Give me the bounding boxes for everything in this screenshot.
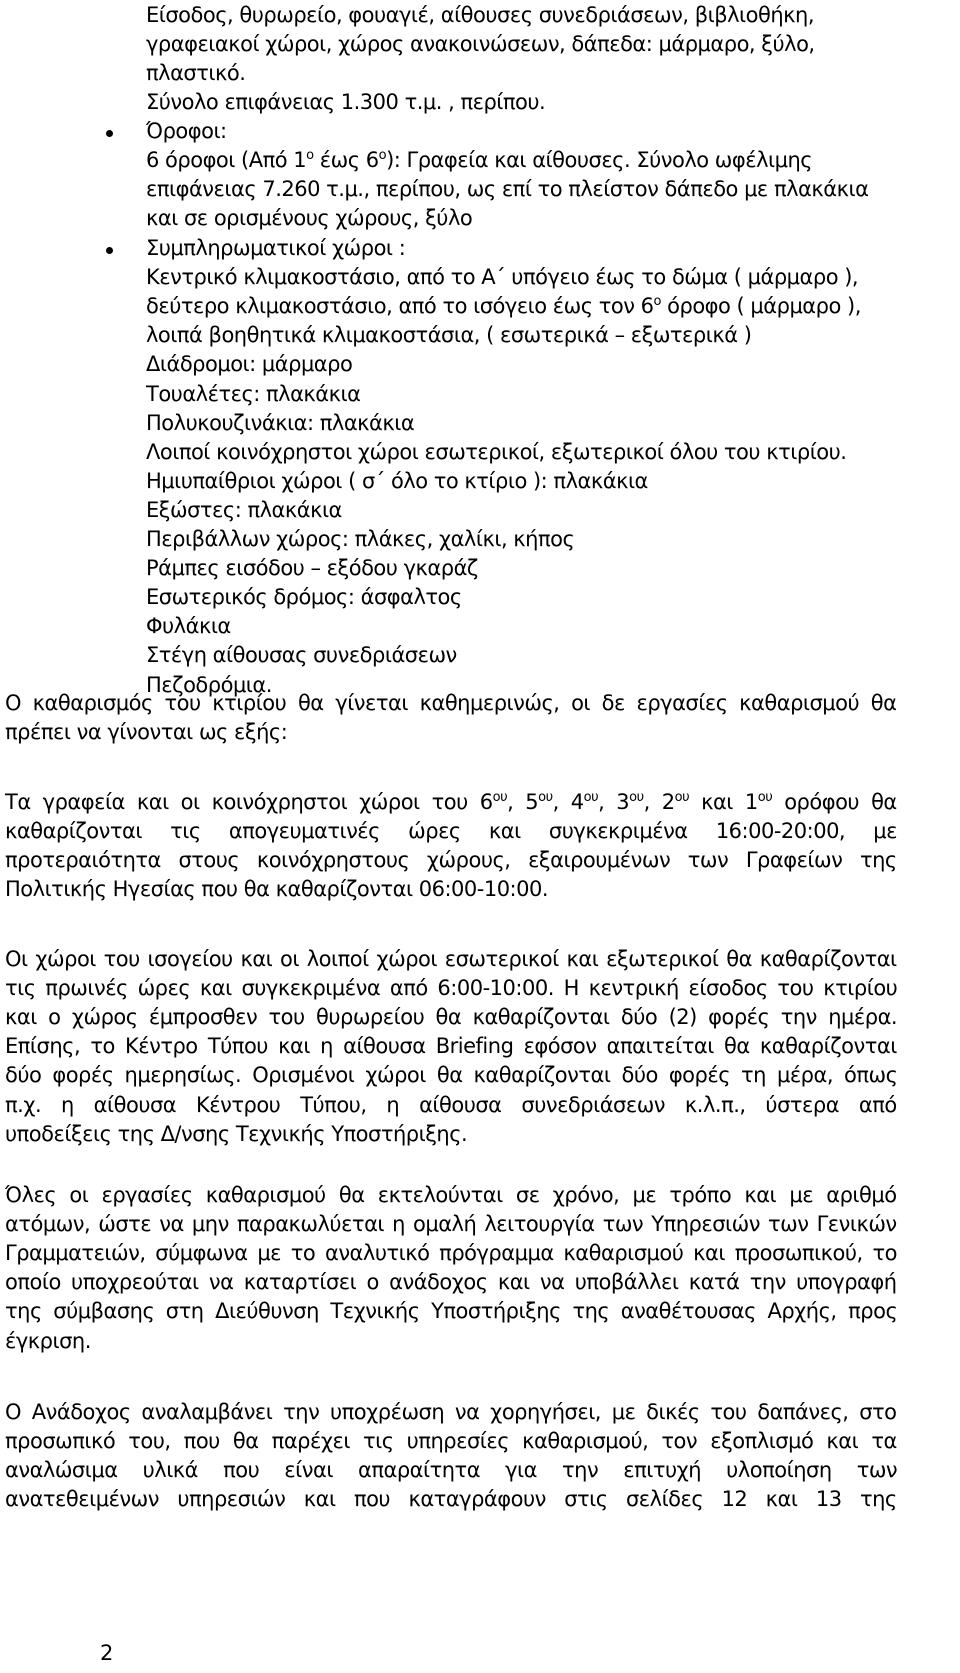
text-line: προσωπικό του, που θα παρέχει τις υπηρεσίες καθαρισμού, τον εξοπλισμό και τα (5, 1429, 897, 1454)
text-segment: ορόφου θα (772, 790, 897, 814)
ordinal-superscript: ο (378, 148, 387, 164)
text-line: Διάδρομοι: μάρμαρο (146, 352, 353, 377)
text-segment: , 5 (507, 790, 539, 814)
text-line: π.χ. η αίθουσα Κέντρου Τύπου, η αίθουσα συνεδριάσεων κ.λ.π., ύστερα από (5, 1092, 897, 1117)
text-line: πρέπει να γίνονται ως εξής: (5, 720, 288, 745)
text-segment: 6 όροφοι (Από 1 (146, 148, 307, 173)
text-segment: και 1 (689, 790, 758, 814)
text-line: αναλώσιμα υλικά που είναι απαραίτητα για την επιτυχή υλοποίηση των (5, 1458, 898, 1483)
text-line: Λοιποί κοινόχρηστοι χώροι εσωτερικοί, εξωτερικοί όλου του κτιρίου. (146, 439, 847, 464)
text-line: ανατεθειμένων υπηρεσιών και που καταγράφουν στις σελίδες 12 και 13 της (5, 1487, 897, 1512)
text-line: Πεζοδρόμια. (146, 672, 272, 697)
text-segment: Τα γραφεία και οι κοινόχρηστοι χώροι του 6 (5, 790, 493, 814)
ordinal-superscript: ου (583, 790, 599, 805)
ordinal-superscript: ο (306, 148, 314, 164)
text-line: και σε ορισμένους χώρους, ξύλο (146, 206, 473, 231)
text-line: Οι χώροι του ισογείου και οι λοιποί χώροι εσωτερικοί και εξωτερικοί θα καθαρίζονται (5, 947, 897, 971)
ordinal-superscript: ου (674, 790, 690, 805)
text-line: πλαστικό. (146, 61, 246, 86)
text-line: Τουαλέτες: πλακάκια (146, 381, 361, 406)
text-line: Ημιυπαίθριοι χώροι ( σ΄ όλο το κτίριο ): πλακάκια (146, 468, 648, 493)
text-line: Ράμπες εισόδου – εξόδου γκαράζ (146, 556, 478, 581)
text-line (5, 787, 897, 817)
text-segment: , 3 (598, 790, 630, 814)
ordinal-superscript: ου (538, 790, 553, 805)
bullet-point (106, 130, 113, 137)
ordinal-superscript: ου (629, 790, 644, 805)
text-line: Περιβάλλων χώρος: πλάκες, χαλίκι, κήπος (146, 527, 575, 551)
text-line: Ο Ανάδοχος αναλαμβάνει την υποχρέωση να χορηγήσει, με δικές του δαπάνες, στο (5, 1400, 897, 1424)
text-line: Εσωτερικός δρόμος: άσφαλτος (146, 585, 462, 610)
text-line: Στέγη αίθουσας συνεδριάσεων (146, 643, 457, 668)
text-line: επιφάνειας 7.260 τ.μ., περίπου, ως επί το πλείστον δάπεδο με πλακάκια (146, 177, 869, 202)
text-line: Όλες οι εργασίες καθαρισμού θα εκτελούνται σε χρόνο, με τρόπο και με αριθμό (5, 1183, 897, 1207)
text-line: Ο καθαρισμός του κτιρίου θα γίνεται καθημερινώς, οι δε εργασίες καθαρισμού θα (5, 691, 897, 715)
bullet-point (106, 247, 113, 254)
text-segment: , 2 (643, 790, 675, 814)
text-line: Πολιτικής Ηγεσίας που θα καθαρίζονται 06:00-10:00. (5, 877, 549, 902)
text-line: υποδείξεις της Δ/νσης Τεχνικής Υποστήριξης. (5, 1121, 468, 1146)
text-line: προτεραιότητα στους κοινόχρηστους χώρους, εξαιρουμένων των Γραφείων της (5, 848, 897, 873)
text-line: Κεντρικό κλιμακοστάσιο, από το Α΄ υπόγειο έως το δώμα ( μάρμαρο ), (146, 265, 859, 290)
text-segment: έως 6 (313, 148, 379, 173)
text-line: Φυλάκια (146, 614, 231, 639)
ordinal-superscript: ου (757, 790, 773, 805)
text-line: δύο φορές ημερησίως. Ορισμένοι χώροι θα καθαρίζονται δύο φορές τη μέρα, όπως (5, 1063, 898, 1088)
text-line (146, 145, 812, 175)
text-line: Είσοδος, θυρωρείο, φουαγιέ, αίθουσες συνεδριάσεων, βιβλιοθήκη, (146, 3, 814, 27)
text-line: Πολυκουζινάκια: πλακάκια (146, 410, 415, 435)
text-line: οποίο υποχρεούται να καταρτίσει ο ανάδοχος και να υποβάλλει κατά την υπογραφή (5, 1270, 897, 1295)
text-line: Γραμματειών, σύμφωνα με το αναλυτικό πρόγραμμα καθαρισμού και προσωπικού, το (5, 1241, 897, 1266)
text-line: Όροφοι: (146, 119, 227, 143)
text-line: και ο χώρος έμπροσθεν του θυρωρείου θα καθαρίζονται δύο (2) φορές την ημέρα. (5, 1005, 898, 1030)
text-line (146, 291, 861, 321)
text-line: Εξώστες: πλακάκια (146, 497, 342, 522)
text-line: Σύνολο επιφάνειας 1.300 τ.μ. , περίπου. (146, 90, 546, 115)
text-line: γραφειακοί χώροι, χώρος ανακοινώσεων, δάπεδα: μάρμαρο, ξύλο, (146, 32, 815, 57)
text-line: έγκριση. (5, 1328, 91, 1353)
ordinal-superscript: ο (653, 294, 661, 310)
text-segment: δεύτερο κλιμακοστάσιο, από το ισόγειο έως τον 6 (146, 294, 654, 319)
text-segment: όροφο ( μάρμαρο ), (660, 294, 861, 319)
text-line: τις πρωινές ώρες και συγκεκριμένα από 6:00-10:00. Η κεντρική είσοδος του κτιρίου (5, 976, 898, 1001)
ordinal-superscript: ου (492, 790, 508, 805)
text-line: Συμπληρωματικοί χώροι : (146, 236, 406, 260)
text-line: της σύμβασης στη Διεύθυνση Τεχνικής Υποστήριξης της αναθέτουσας Αρχής, προς (5, 1299, 898, 1324)
page-number: 2 (100, 1641, 114, 1665)
text-line: λοιπά βοηθητικά κλιμακοστάσια, ( εσωτερικά – εξωτερικά ) (146, 323, 752, 348)
text-line: καθαρίζονται τις απογευματινές ώρες και συγκεκριμένα 16:00-20:00, με (5, 819, 897, 844)
text-segment: ): Γραφεία και αίθουσες. Σύνολο ωφέλιμης (386, 148, 813, 173)
text-line: Επίσης, το Κέντρο Τύπου και η αίθουσα Briefing εφόσον απαιτείται θα καθαρίζονται (5, 1034, 897, 1059)
text-line: ατόμων, ώστε να μην παρακωλύεται η ομαλή λειτουργία των Υπηρεσιών των Γενικών (5, 1212, 897, 1237)
text-segment: , 4 (552, 790, 584, 814)
